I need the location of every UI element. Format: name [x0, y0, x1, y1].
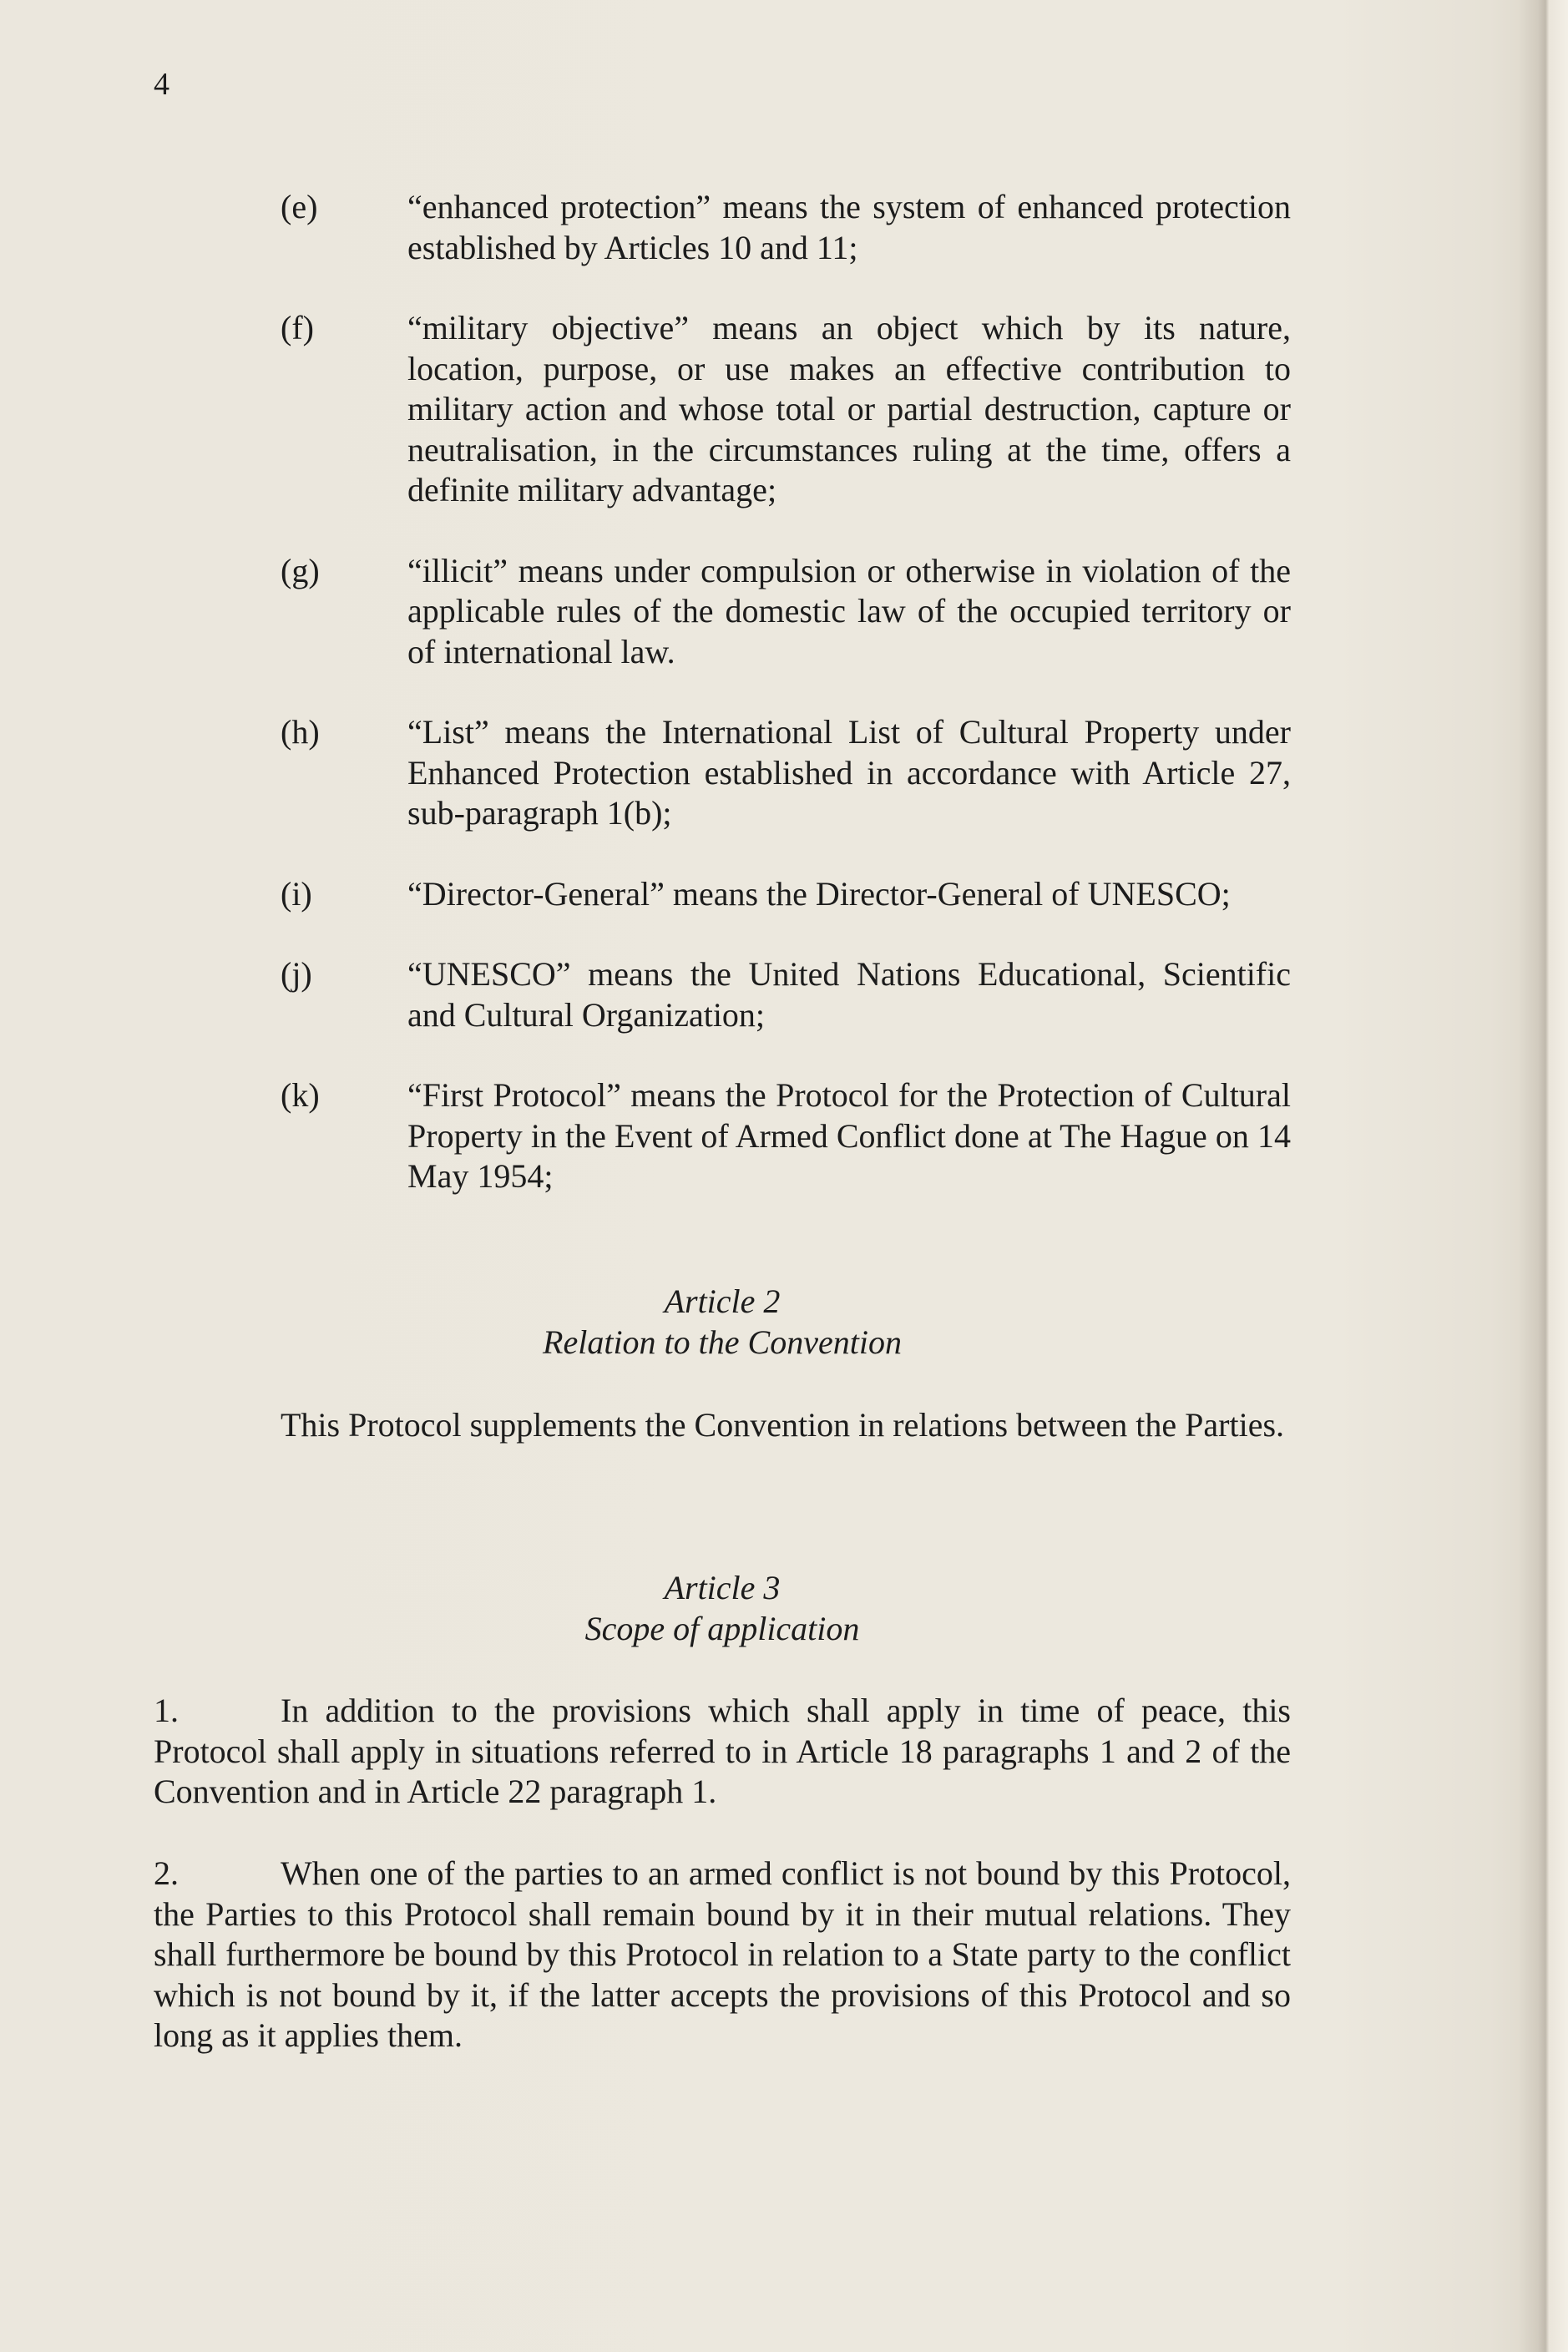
article-2-heading	[154, 1281, 1291, 1363]
definition-label: (h)	[281, 713, 320, 751]
definitions-list	[281, 187, 1291, 1197]
definition-label: (j)	[281, 955, 312, 993]
paragraph-text: In addition to the provisions which shall apply in time of peace, this Protocol shall apply in situations referred to in Article 18 paragraphs 1 and 2 of the Convention and in Article 22 paragraph 1.	[154, 1692, 1291, 1810]
article-3-heading	[154, 1567, 1291, 1649]
paragraph-number: 2.	[154, 1854, 179, 1892]
paragraph-number: 1.	[154, 1692, 179, 1729]
definition-item	[281, 874, 1291, 915]
article-title: Relation to the Convention	[543, 1323, 902, 1361]
definition-item	[281, 1075, 1291, 1197]
definition-text: “military objective” means an object which by its nature, location, purpose, or use makes an effective contribution to military action and whose total or partial destruction, capture or neutralisation, in the circumstances ruling at the time, offers a definite military advantage;	[407, 309, 1291, 508]
definition-item	[281, 954, 1291, 1035]
definition-text: “Director-General” means the Director-General of UNESCO;	[407, 874, 1231, 913]
definition-label: (f)	[281, 309, 314, 346]
definition-label: (i)	[281, 874, 312, 913]
definition-item	[281, 712, 1291, 834]
paragraph-text: When one of the parties to an armed conflict is not bound by this Protocol, the Parties to this Protocol shall remain bound by it in their mutual relations. They shall furthermore be bound by this Protocol in relation to a State party to the conflict which is not bound by it, if the latter accepts the provisions of this Protocol and so long as it applies them.	[154, 1854, 1291, 2054]
definition-text: “illicit” means under compulsion or otherwise in violation of the applicable rules of the domestic law of the occupied territory or of international law.	[407, 551, 1291, 670]
article-2-text: This Protocol supplements the Convention in relations between the Parties.	[281, 1406, 1285, 1444]
definition-label: (e)	[281, 188, 318, 225]
definition-item	[281, 551, 1291, 673]
definition-label: (g)	[281, 551, 320, 589]
definition-text: “UNESCO” means the United Nations Educational, Scientific and Cultural Organization;	[407, 955, 1291, 1034]
definition-text: “List” means the International List of Cultural Property under Enhanced Protection established in accordance with Article 27, sub-paragraph 1(b);	[407, 713, 1291, 832]
definition-item	[281, 308, 1291, 511]
article-title: Scope of application	[584, 1610, 860, 1647]
article-number: Article 3	[664, 1569, 781, 1606]
page-number: 4	[154, 67, 169, 102]
article-number: Article 2	[664, 1282, 781, 1320]
definition-label: (k)	[281, 1076, 320, 1114]
article-3-paragraph	[154, 1854, 1291, 2056]
page-edge-shadow	[1518, 0, 1568, 2352]
definition-text: “First Protocol” means the Protocol for the Protection of Cultural Property in the Event of Armed Conflict done at The Hague on 14 May 1954;	[407, 1076, 1291, 1195]
definition-text: “enhanced protection” means the system of enhanced protection established by Articles 10 and 11;	[407, 188, 1291, 266]
definition-item	[281, 187, 1291, 268]
article-3-paragraph	[154, 1691, 1291, 1813]
